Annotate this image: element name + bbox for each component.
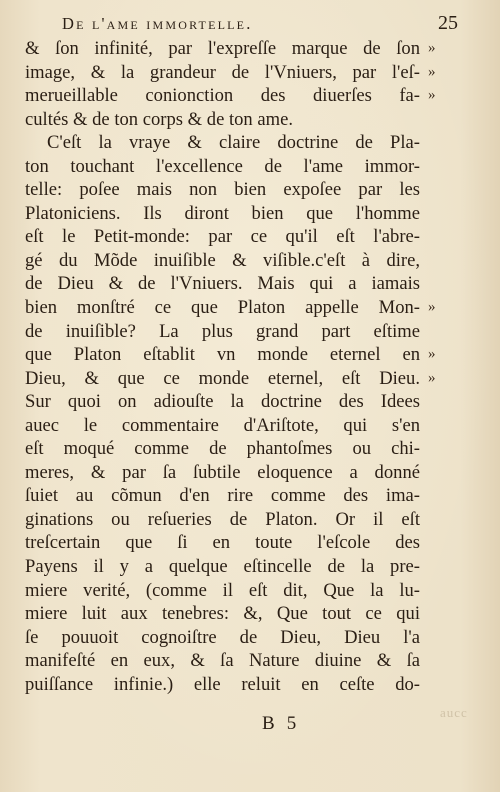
text-line: eſt le Petit-monde: par ce qu'il eſt l'abre-: [25, 226, 420, 248]
text-line: eſt moqué comme de phantoſmes ou chi-: [25, 438, 420, 460]
bleed-through-text: aucc: [440, 705, 468, 720]
text-line: image, & la grandeur de l'Vniuers, par l'eſ-: [25, 61, 420, 83]
text-line: miere verité, (comme il eſt dit, Que la lu-: [25, 579, 420, 601]
text-line: que Platon eſtablit vn monde eternel en: [25, 344, 420, 366]
text-line: puiſſance infinie.) elle reluit en ceſte do-: [25, 673, 420, 695]
quote-mark: »: [428, 87, 436, 104]
quote-mark: »: [428, 346, 436, 363]
running-head: [62, 12, 462, 38]
quote-mark: [428, 225, 458, 249]
text-line: & ſon infinité, par l'expreſſe marque de ſon: [25, 38, 420, 59]
text-line: meres, & par ſa ſubtile eloquence a donné: [25, 461, 420, 483]
text-line: telle: poſee mais non bien expoſee par les: [25, 179, 420, 201]
text-line: auec le commentaire d'Ariſtote, qui s'en: [25, 414, 420, 436]
text-line: ton touchant l'excellence de l'ame immor-: [25, 155, 420, 177]
text-line: miere luit aux tenebres: &, Que tout ce qui: [25, 603, 420, 625]
quote-mark: »: [428, 40, 436, 56]
running-title: De l'ame immortelle.: [62, 14, 253, 33]
text-line: Payens il y a quelque eſtincelle de la pre-: [25, 556, 420, 578]
quote-mark: »: [428, 299, 436, 316]
quote-mark: [428, 131, 458, 155]
text-line: Dieu, & que ce monde eternel, eſt Dieu.: [25, 367, 420, 389]
quote-mark: [428, 178, 458, 202]
text-line: Platoniciens. Ils diront bien que l'homme: [25, 202, 420, 224]
text-line: ſe pouuoit cognoiſtre de Dieu, Dieu l'a: [25, 626, 420, 648]
quote-mark: [428, 320, 458, 344]
quote-mark: »: [428, 63, 436, 80]
text-line: bien monſtré ce que Platon appelle Mon-: [25, 297, 420, 319]
text-line: treſcertain que ſi en toute l'eſcole des: [25, 532, 420, 554]
signature-letter: B: [262, 713, 275, 734]
text-line: cultés & de ton corps & de ton ame.: [25, 108, 293, 130]
text-line: de Dieu & de l'Vniuers. Mais qui a iamais: [25, 273, 420, 295]
text-line: gé du Mõde inuiſible & viſible.c'eſt à dire,: [25, 249, 420, 271]
text-line: ginations ou reſueries de Platon. Or il eſt: [25, 508, 420, 530]
signature-number: 5: [286, 713, 297, 734]
text-line: de inuiſible? La plus grand part eſtime: [25, 320, 420, 342]
page-number: 25: [438, 12, 458, 34]
quote-mark: [428, 249, 458, 273]
quote-mark: [428, 108, 458, 132]
quote-mark: [428, 202, 458, 226]
text-line: ſuiet au cõmun d'en rire comme des ima-: [25, 485, 420, 507]
quote-mark: »: [428, 369, 436, 386]
quote-mark: [428, 155, 458, 179]
marginal-quotes: [428, 37, 458, 390]
text-line: C'eſt la vraye & claire doctrine de Pla-: [47, 132, 420, 154]
text-line: manifeſté en eux, & ſa Nature diuine & ſa: [25, 650, 420, 672]
body-text: [25, 37, 420, 696]
text-line: Sur quoi on adiouſte la doctrine des Idees: [25, 391, 420, 413]
signature-mark: [262, 713, 342, 735]
text-line: merueillable conionction des diuerſes fa-: [25, 85, 420, 107]
quote-mark: [428, 272, 458, 296]
